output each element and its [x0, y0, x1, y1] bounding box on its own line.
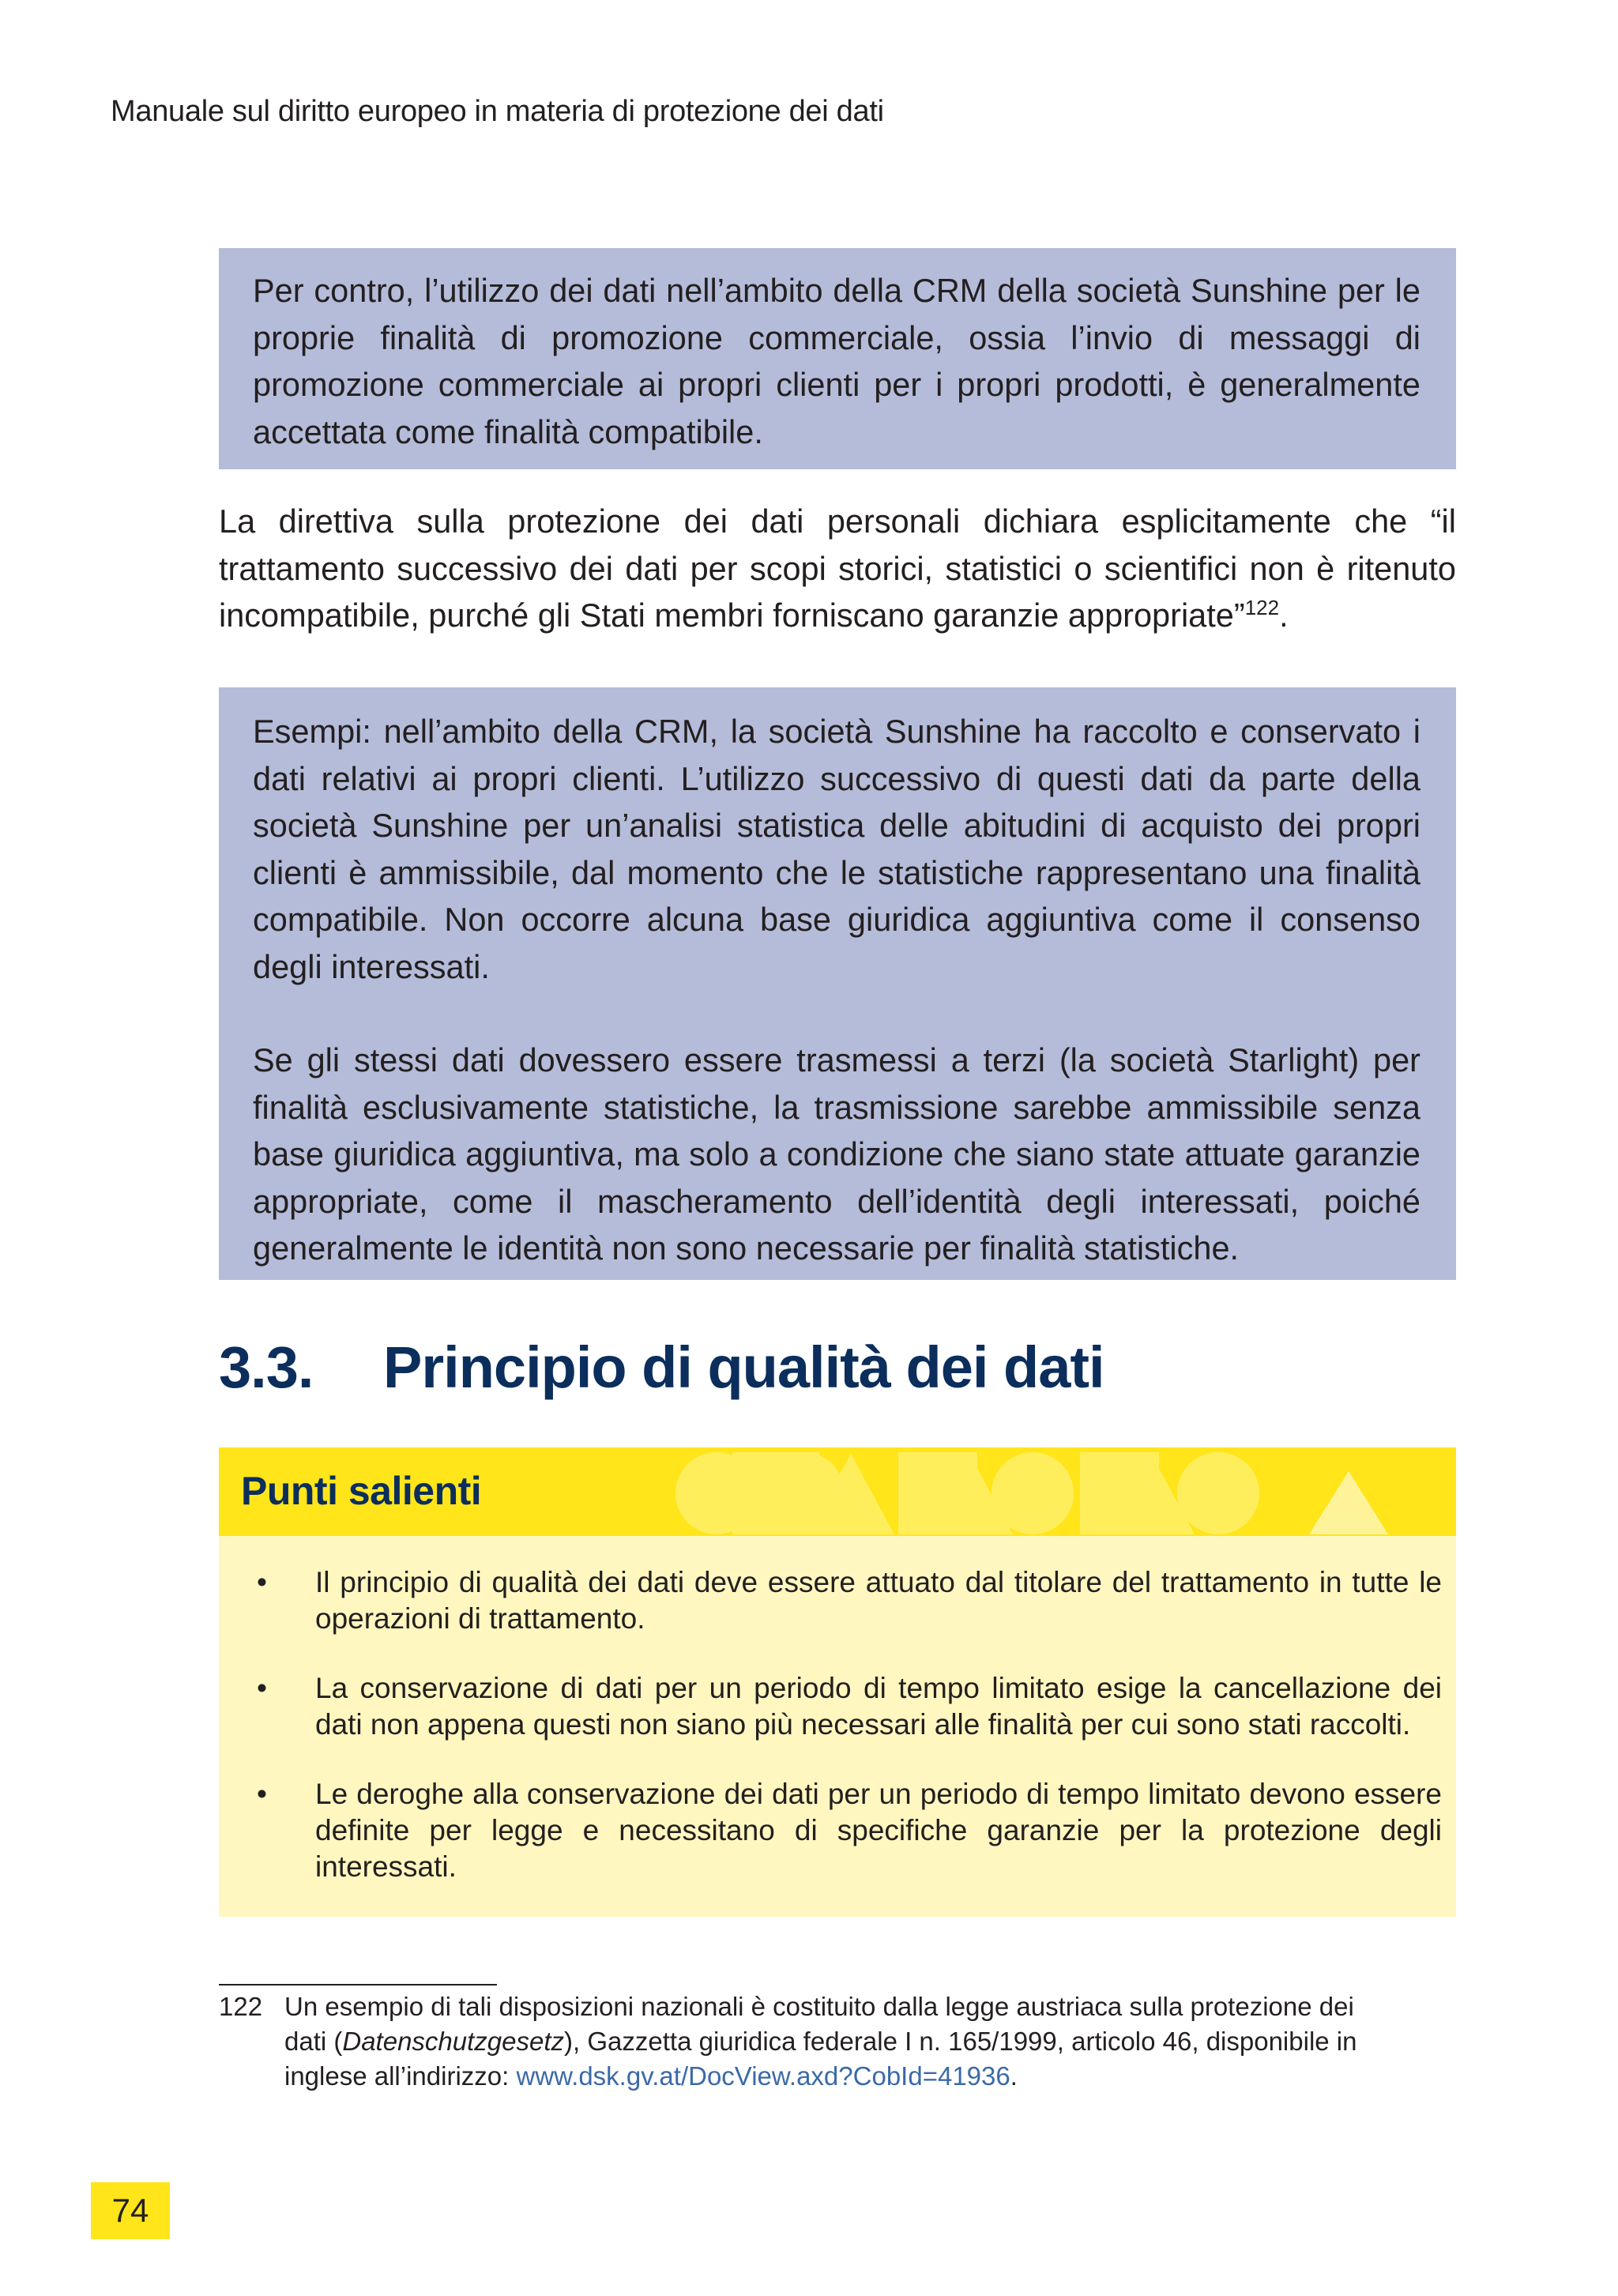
section-title: Principio di qualità dei dati	[383, 1334, 1104, 1400]
footnote-text-before: Un esempio di tali disposizioni nazionali è costituito dalla legge austriaca sulla protezione dei dati (	[284, 1992, 1354, 2056]
footnote-text-end: .	[1010, 2061, 1018, 2091]
key-points-header	[219, 1447, 1456, 1536]
footnote-divider	[219, 1984, 497, 1985]
list-item	[241, 1564, 1442, 1637]
footnote-text-middle: ), Gazzetta giuridica federale I n. 165/1999, articolo 46, disponibile in inglese all’indirizzo:	[284, 2027, 1357, 2091]
example-box-text: Per contro, l’utilizzo dei dati nell’ambito della CRM della società Sunshine per le proprie finalità di promozione commerciale, ossia l’invio di messaggi di promozione commerciale ai propri clienti per i propri prodotti, è generalmente accettata come finalità compatibile.	[253, 272, 1420, 450]
body-paragraph	[219, 498, 1456, 639]
key-points-title: Punti salienti	[241, 1469, 482, 1513]
footnote-number: 122	[219, 1992, 263, 2021]
body-paragraph-end: .	[1279, 597, 1289, 634]
key-points-list	[241, 1564, 1442, 1918]
example-paragraph-1: Esempi: nell’ambito della CRM, la società Sunshine ha raccolto e conservato i dati relativi ai propri clienti. L’utilizzo successivo di questi dati da parte della società Sunshine per un’analisi statistica delle abitudini di acquisto dei propri clienti è ammissibile, dal momento che le statistiche rappresentano una finalità compatibile. Non occorre alcuna base giuridica aggiuntiva come il consenso degli interessati.	[253, 713, 1420, 985]
footnote	[219, 1989, 1388, 2094]
list-item	[241, 1776, 1442, 1885]
list-item-text: Il principio di qualità dei dati deve essere attuato dal titolare del trattamento in tutte le operazioni di trattamento.	[315, 1566, 1442, 1635]
page-number: 74	[91, 2182, 170, 2239]
body-paragraph-text: La direttiva sulla protezione dei dati personali dichiara esplicitamente che “il trattamento successivo dei dati per scopi storici, statistici o scientifici non è ritenuto incompatibile, purché gli Stati membri forniscano garanzie appropriate”	[219, 502, 1456, 634]
example-box-statistics	[219, 687, 1456, 1280]
footnote-italic-term: Datenschutzgesetz	[342, 2027, 565, 2056]
footnote-text	[284, 1989, 1388, 2094]
bullet-icon: •	[257, 1778, 267, 1810]
running-header: Manuale sul diritto europeo in materia di protezione dei dati	[111, 95, 884, 128]
list-item-text: Le deroghe alla conservazione dei dati per un periodo di tempo limitato devono essere definite per legge e necessitano di specifiche garanzie per la protezione degli interessati.	[315, 1778, 1442, 1883]
footnote-link[interactable]: www.dsk.gv.at/DocView.axd?CobId=41936	[516, 2061, 1010, 2091]
list-item	[241, 1670, 1442, 1743]
key-points-box	[219, 1447, 1456, 1917]
bullet-icon: •	[257, 1566, 267, 1598]
example-paragraph-2: Se gli stessi dati dovessero essere trasmessi a terzi (la società Starlight) per finalità esclusivamente statistiche, la trasmissione sarebbe ammissibile senza base giuridica aggiuntiva, ma solo a condizione che siano state attuate garanzie appropriate, come il mascheramento dell’identità degli interessati, poiché generalmente le identità non sono necessarie per finalità statistiche.	[253, 1041, 1420, 1267]
footnote-reference[interactable]: 122	[1244, 596, 1280, 620]
example-box-crm-promotion	[219, 248, 1456, 469]
section-heading	[219, 1332, 1104, 1403]
list-item-text: La conservazione di dati per un periodo di tempo limitato esige la cancellazione dei dati non appena questi non siano più necessari alle finalità per cui sono stati raccolti.	[315, 1672, 1442, 1741]
bullet-icon: •	[257, 1672, 267, 1704]
section-number: 3.3.	[219, 1334, 314, 1400]
